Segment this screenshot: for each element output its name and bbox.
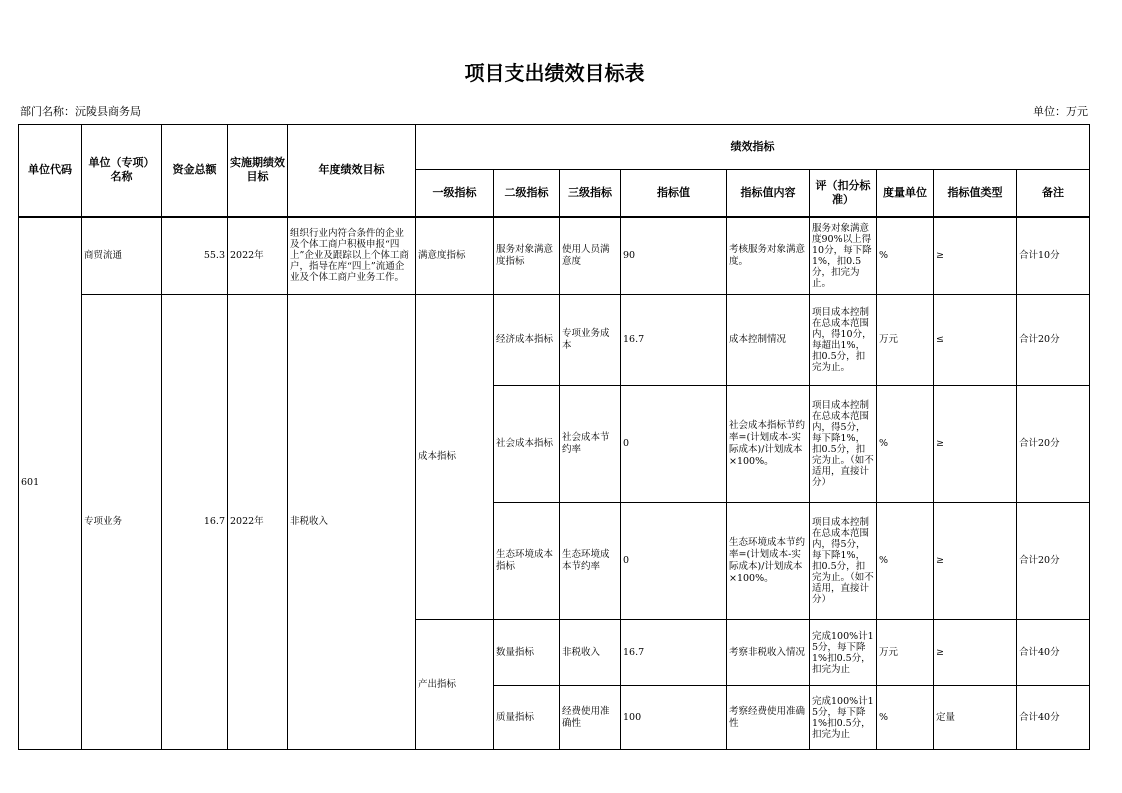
level3-cell: 专项业务成本 [560, 295, 621, 386]
scoring-cell: 项目成本控制在总成本范围内，得5分，每下降1%，扣0.5分，扣完为止。（如不适用，直接计分） [810, 386, 877, 503]
value-type-cell: ≥ [934, 620, 1017, 686]
remark-cell: 合计20分 [1017, 503, 1090, 620]
value-type-cell: ≥ [934, 217, 1017, 295]
currency-unit-label: 单位：万元 [1033, 105, 1088, 118]
level3-cell: 非税收入 [560, 620, 621, 686]
value-cell: 0 [621, 503, 727, 620]
header-unit-name: 单位（专项）名称 [82, 125, 162, 217]
value-cell: 0 [621, 386, 727, 503]
project-name-cell: 商贸流通 [82, 217, 162, 295]
header-level3: 三级指标 [560, 170, 621, 217]
scoring-cell: 完成100%计15分，每下降1%扣0.5分，扣完为止 [810, 686, 877, 750]
header-annual-goal: 年度绩效目标 [288, 125, 416, 217]
scoring-cell: 服务对象满意度90%以上得10分，每下降1%，扣0.5分，扣完为止。 [810, 217, 877, 295]
measure-unit-cell: % [877, 386, 934, 503]
header-remark: 备注 [1017, 170, 1090, 217]
level1-cell: 产出指标 [416, 620, 494, 750]
value-type-cell: ≥ [934, 386, 1017, 503]
header-row-1 [19, 125, 1090, 170]
remark-cell: 合计40分 [1017, 686, 1090, 750]
table-row [19, 295, 1090, 386]
scoring-cell: 项目成本控制在总成本范围内，得10分，每超出1%，扣0.5分，扣完为止。 [810, 295, 877, 386]
header-value-type: 指标值类型 [934, 170, 1017, 217]
value-content-cell: 成本控制情况 [727, 295, 810, 386]
remark-cell: 合计40分 [1017, 620, 1090, 686]
value-cell: 16.7 [621, 620, 727, 686]
value-cell: 16.7 [621, 295, 727, 386]
project-period-cell: 2022年 [228, 217, 288, 295]
header-total-funds: 资金总额 [162, 125, 228, 217]
header-perf-indicators: 绩效指标 [416, 125, 1090, 170]
measure-unit-cell: % [877, 503, 934, 620]
level3-cell: 经费使用准确性 [560, 686, 621, 750]
header-unit-code: 单位代码 [19, 125, 82, 217]
measure-unit-cell: % [877, 686, 934, 750]
header-value-content: 指标值内容 [727, 170, 810, 217]
value-content-cell: 生态环境成本节约率=(计划成本-实际成本)/计划成本×100%。 [727, 503, 810, 620]
value-type-cell: ≥ [934, 503, 1017, 620]
level2-cell: 数量指标 [494, 620, 560, 686]
value-cell: 100 [621, 686, 727, 750]
header-scoring: 评（扣分标准） [810, 170, 877, 217]
value-content-cell: 考察非税收入情况 [727, 620, 810, 686]
header-impl-period: 实施期绩效目标 [228, 125, 288, 217]
project-goal-cell: 组织行业内符合条件的企业及个体工商户积极申报“四上”企业及跟踪以上个体工商户，指导在库“四上”流通企业及个体工商户业务工作。 [288, 217, 416, 295]
level3-cell: 生态环境成本节约率 [560, 503, 621, 620]
value-content-cell: 考核服务对象满意度。 [727, 217, 810, 295]
project-funds-cell: 16.7 [162, 295, 228, 750]
project-name-cell: 专项业务 [82, 295, 162, 750]
performance-table [18, 124, 1090, 750]
page-title: 项目支出绩效目标表 [464, 61, 645, 85]
level2-cell: 社会成本指标 [494, 386, 560, 503]
measure-unit-cell: 万元 [877, 620, 934, 686]
header-measure-unit: 度量单位 [877, 170, 934, 217]
value-type-cell: 定量 [934, 686, 1017, 750]
level2-cell: 经济成本指标 [494, 295, 560, 386]
level1-cell: 成本指标 [416, 295, 494, 620]
level2-cell: 生态环境成本指标 [494, 503, 560, 620]
remark-cell: 合计20分 [1017, 295, 1090, 386]
value-type-cell: ≤ [934, 295, 1017, 386]
table-row [19, 217, 1090, 295]
project-period-cell: 2022年 [228, 295, 288, 750]
level2-cell: 质量指标 [494, 686, 560, 750]
department-label: 部门名称：沅陵县商务局 [20, 105, 141, 118]
level2-cell: 服务对象满意度指标 [494, 217, 560, 295]
header-level2: 二级指标 [494, 170, 560, 217]
scoring-cell: 项目成本控制在总成本范围内，得5分，每下降1%，扣0.5分，扣完为止。（如不适用，直接计分） [810, 503, 877, 620]
level1-cell: 满意度指标 [416, 217, 494, 295]
scoring-cell: 完成100%计15分，每下降1%扣0.5分，扣完为止 [810, 620, 877, 686]
value-content-cell: 考察经费使用准确性 [727, 686, 810, 750]
project-goal-cell: 非税收入 [288, 295, 416, 750]
value-cell: 90 [621, 217, 727, 295]
measure-unit-cell: % [877, 217, 934, 295]
header-level1: 一级指标 [416, 170, 494, 217]
measure-unit-cell: 万元 [877, 295, 934, 386]
header-value: 指标值 [621, 170, 727, 217]
remark-cell: 合计20分 [1017, 386, 1090, 503]
remark-cell: 合计10分 [1017, 217, 1090, 295]
level3-cell: 使用人员满意度 [560, 217, 621, 295]
project-funds-cell: 55.3 [162, 217, 228, 295]
level3-cell: 社会成本节约率 [560, 386, 621, 503]
unit-code-cell: 601 [19, 217, 82, 750]
value-content-cell: 社会成本指标节约率=(计划成本-实际成本)/计划成本×100%。 [727, 386, 810, 503]
